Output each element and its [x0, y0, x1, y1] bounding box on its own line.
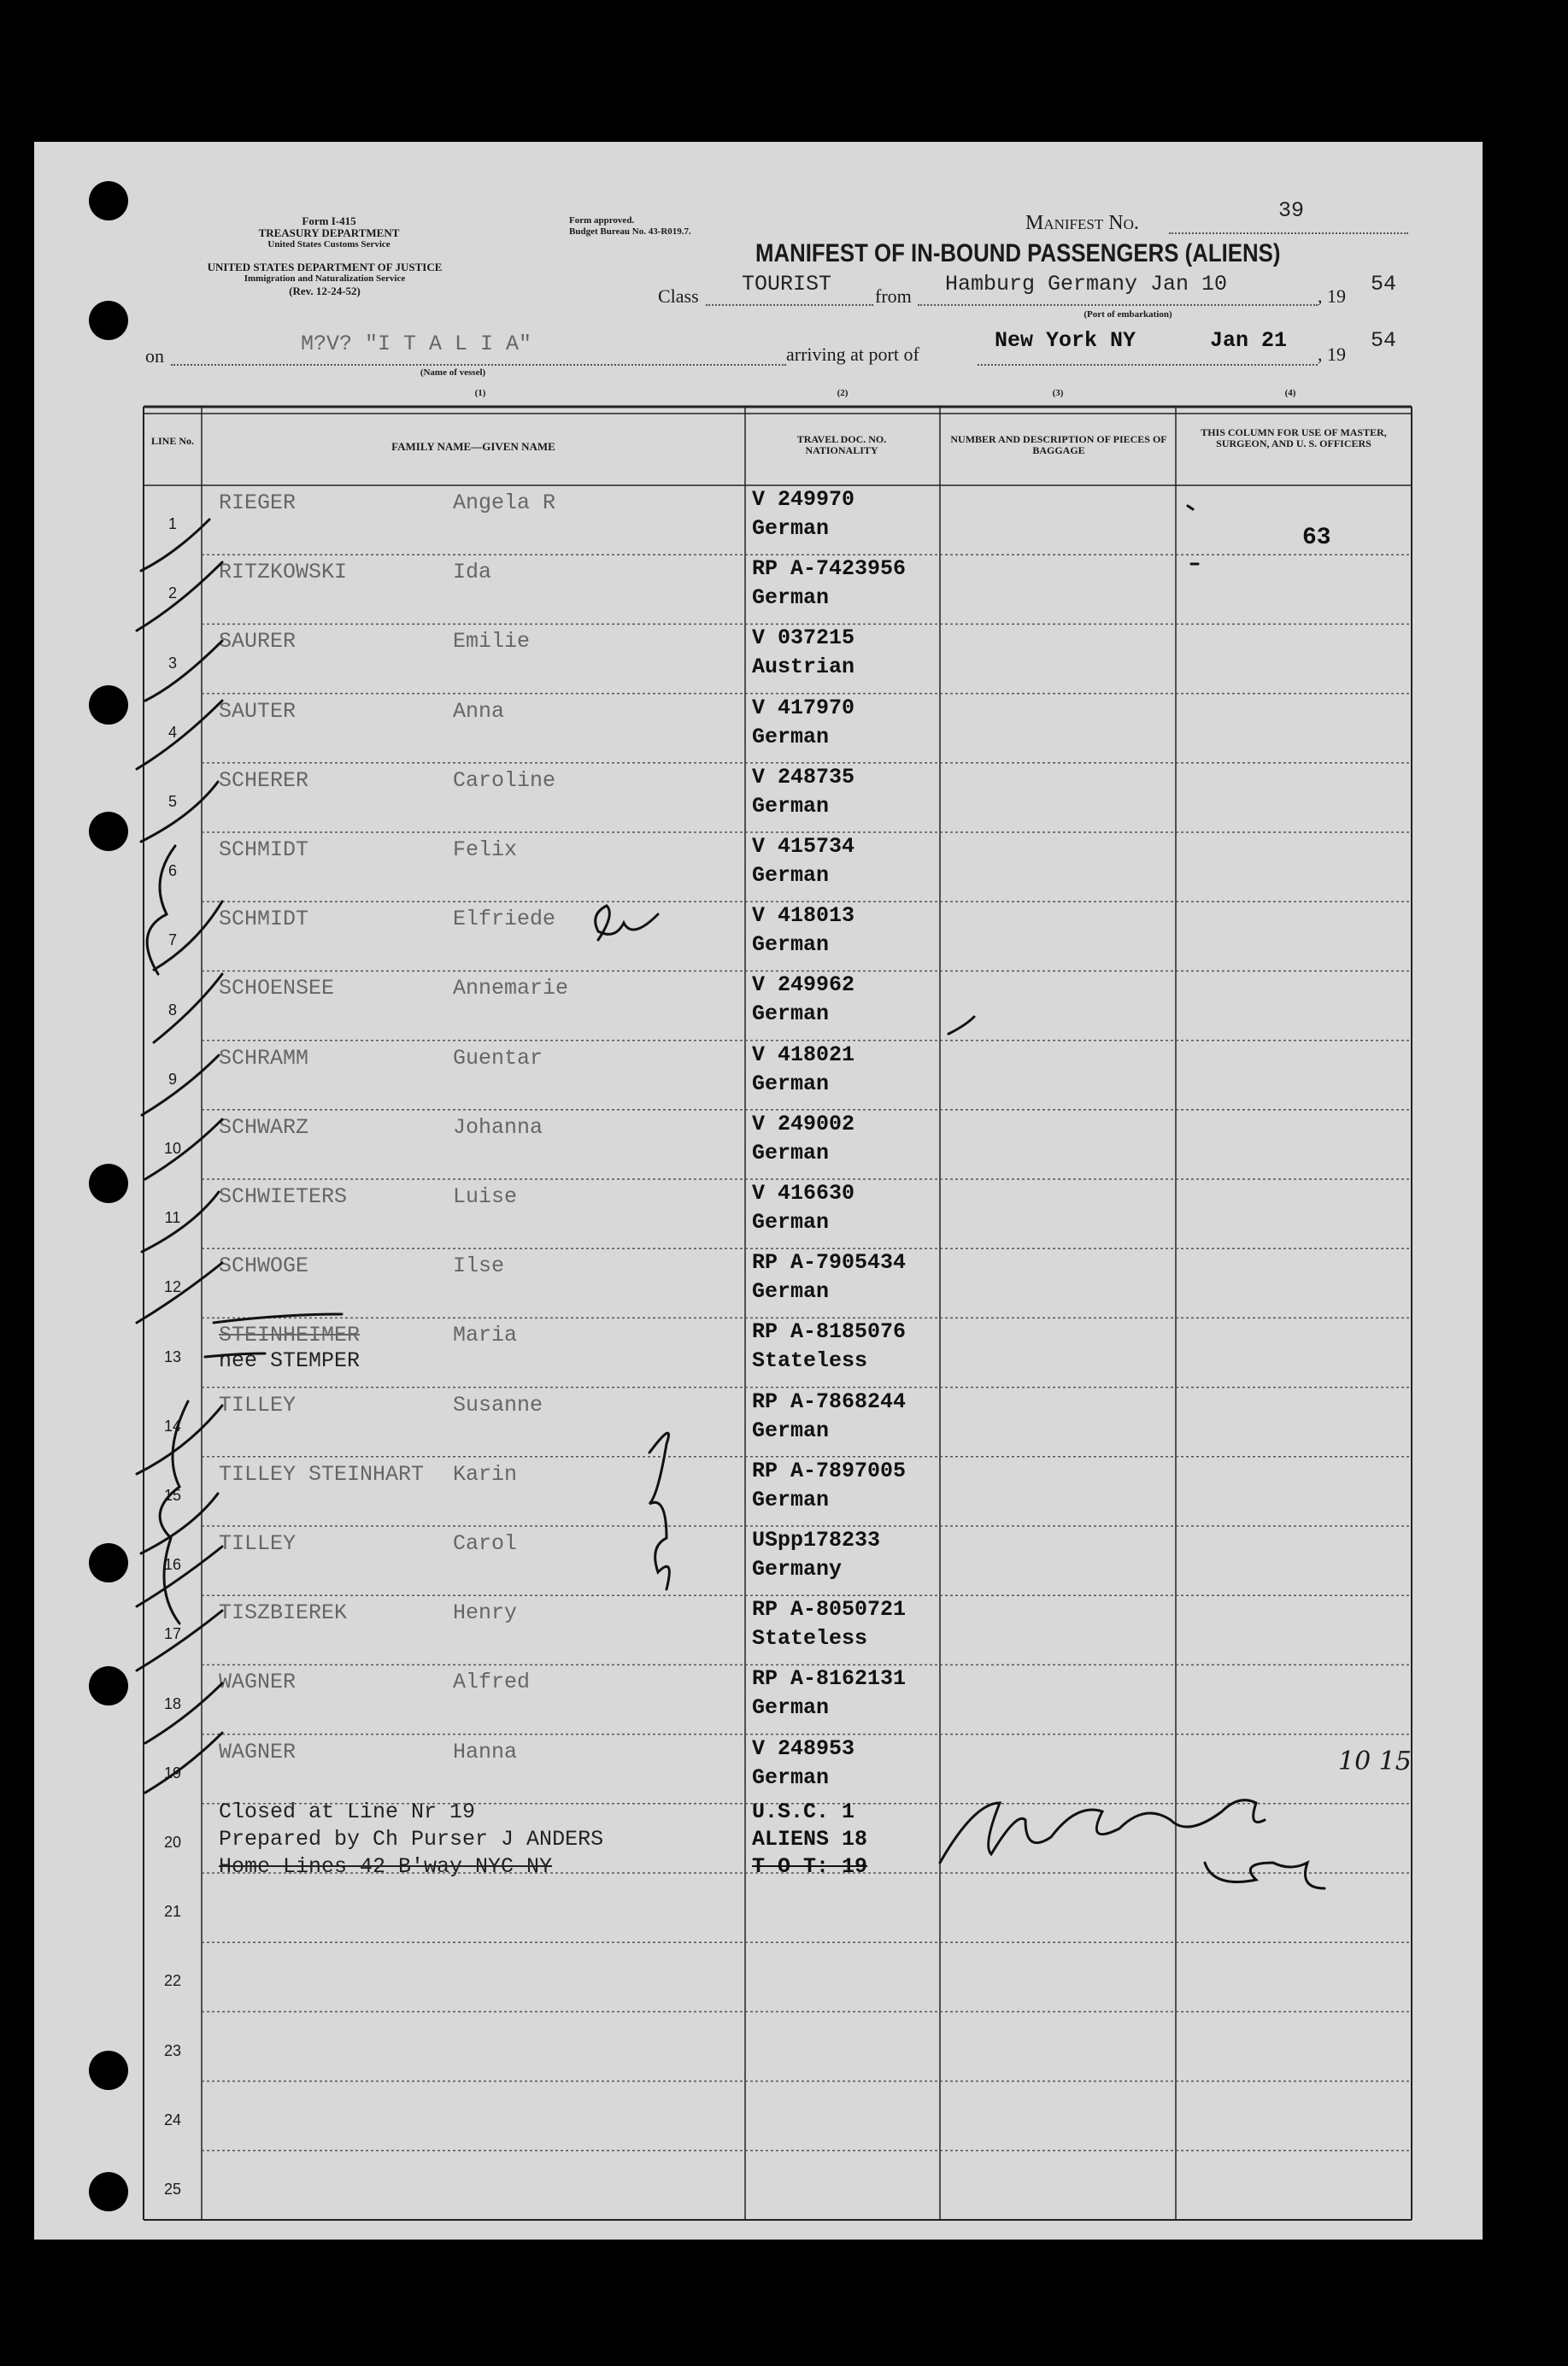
passenger-family-name: SAUTER	[219, 698, 297, 724]
year-1: 54	[1371, 272, 1397, 296]
passenger-given-name: Johanna	[453, 1114, 543, 1140]
passenger-given-name: Elfriede	[453, 907, 556, 932]
passenger-count-note: 63	[1302, 525, 1331, 551]
passenger-nationality: German	[752, 1764, 830, 1790]
column-number-3: (3)	[1052, 388, 1064, 398]
passenger-travel-doc: V 417970	[752, 695, 855, 720]
passenger-nationality: German	[752, 863, 830, 888]
line-number: 13	[163, 1347, 182, 1365]
line-number: 21	[163, 1903, 182, 1921]
line-number: 8	[167, 1001, 177, 1019]
line-number: 2	[167, 584, 177, 602]
passenger-travel-doc: RP A-7868244	[752, 1388, 907, 1414]
line-number: 9	[167, 1070, 177, 1088]
passenger-family-name: RIEGER	[219, 490, 297, 515]
passenger-family-name: SCHRAMM	[219, 1045, 309, 1071]
passenger-given-name: Karin	[453, 1461, 518, 1487]
passenger-given-name: Angela R	[453, 490, 556, 515]
passenger-nationality: German	[752, 1140, 830, 1165]
manifest-title: MANIFEST OF IN-BOUND PASSENGERS (ALIENS)	[755, 239, 1281, 267]
line-number: 4	[167, 723, 177, 741]
year-prefix-1: , 19	[1318, 285, 1346, 307]
baggage-header: NUMBER AND DESCRIPTION OF PIECES OF BAGGAGE	[950, 433, 1167, 456]
passenger-given-name: Guentar	[453, 1045, 543, 1071]
passenger-given-name: Susanne	[453, 1392, 543, 1418]
class-label: Class	[658, 285, 699, 307]
line-number: 18	[163, 1694, 182, 1712]
passenger-given-name: Henry	[453, 1600, 518, 1626]
line-number: 10	[163, 1140, 182, 1157]
port-embarkation-caption: (Port of embarkation)	[1084, 309, 1172, 320]
passenger-travel-doc: RP A-7905434	[752, 1250, 907, 1276]
line-number: 19	[163, 1764, 182, 1782]
from-label: from	[875, 285, 912, 307]
passenger-travel-doc: V 418013	[752, 903, 855, 929]
total-tot: T O T: 19	[752, 1854, 868, 1879]
line-number: 24	[163, 2111, 182, 2128]
line-number: 3	[167, 654, 177, 672]
passenger-family-name: SCHWIETERS	[219, 1184, 348, 1209]
line-number: 16	[163, 1556, 182, 1574]
line-number: 6	[167, 862, 177, 880]
passenger-given-name: Annemarie	[453, 976, 569, 1001]
passenger-family-name: SCHMIDT	[219, 907, 309, 932]
passenger-nationality: German	[752, 585, 830, 611]
passenger-family-name: SCHERER	[219, 767, 309, 793]
passenger-travel-doc: V 249962	[752, 972, 855, 998]
passenger-travel-doc: RP A-8050721	[752, 1597, 907, 1623]
arriving-label: arriving at port of	[786, 343, 919, 365]
passenger-nationality: German	[752, 1071, 830, 1096]
on-label: on	[145, 345, 164, 367]
closing-line-3: Home Lines 42 B'way NYC NY	[219, 1854, 553, 1879]
arrival-port: New York NY	[995, 328, 1136, 353]
passenger-family-name: SCHMIDT	[219, 837, 309, 862]
line-number: 14	[163, 1417, 182, 1435]
travel-doc-header: TRAVEL DOC. NO. NATIONALITY	[796, 433, 887, 456]
passenger-nationality: Stateless	[752, 1626, 868, 1652]
year-2: 54	[1371, 328, 1397, 353]
passenger-nationality: German	[752, 1210, 830, 1235]
passenger-maiden-name: nee STEMPER	[219, 1348, 361, 1374]
passenger-family-name: WAGNER	[219, 1739, 297, 1764]
passenger-given-name: Emilie	[453, 629, 531, 655]
passenger-travel-doc: V 249002	[752, 1111, 855, 1136]
passenger-given-name: Felix	[453, 837, 518, 862]
column-number-2: (2)	[837, 388, 849, 398]
passenger-family-name: WAGNER	[219, 1670, 297, 1695]
treasury-department: TREASURY DEPARTMENT	[258, 226, 400, 239]
passenger-travel-doc: V 037215	[752, 625, 855, 651]
form-revision: (Rev. 12-24-52)	[289, 285, 361, 297]
year-prefix-2: , 19	[1318, 343, 1346, 365]
passenger-travel-doc: V 418021	[752, 1042, 855, 1067]
class-value: TOURIST	[742, 272, 832, 296]
embarkation-value: Hamburg Germany Jan 10	[945, 272, 1228, 296]
customs-service: United States Customs Service	[267, 239, 391, 250]
closing-line-1: Closed at Line Nr 19	[219, 1799, 476, 1824]
passenger-family-name: SCHWOGE	[219, 1253, 309, 1279]
line-no-header: LINE No.	[150, 435, 194, 447]
passenger-given-name: Carol	[453, 1531, 518, 1556]
column-number-1: (1)	[474, 388, 486, 398]
passenger-travel-doc: V 416630	[752, 1181, 855, 1206]
passenger-nationality: German	[752, 1418, 830, 1443]
arrival-date: Jan 21	[1210, 328, 1288, 353]
total-usc: U.S.C. 1	[752, 1799, 855, 1824]
name-column-header: FAMILY NAME—GIVEN NAME	[391, 440, 555, 453]
passenger-nationality: German	[752, 1001, 830, 1027]
passenger-travel-doc: RP A-8185076	[752, 1319, 907, 1345]
passenger-family-name: TILLEY	[219, 1392, 297, 1418]
passenger-nationality: German	[752, 932, 830, 958]
passenger-given-name: Ilse	[453, 1253, 505, 1279]
passenger-nationality: Stateless	[752, 1348, 868, 1374]
passenger-travel-doc: V 415734	[752, 834, 855, 859]
passenger-nationality: German	[752, 793, 830, 819]
passenger-given-name: Anna	[453, 698, 505, 724]
passenger-travel-doc: RP A-7897005	[752, 1458, 907, 1483]
naturalization-service: Immigration and Naturalization Service	[244, 273, 406, 284]
passenger-nationality: Germany	[752, 1557, 843, 1582]
passenger-given-name: Maria	[453, 1323, 518, 1348]
budget-bureau: Budget Bureau No. 43-R019.7.	[569, 226, 691, 237]
passenger-family-name: TILLEY STEINHART	[219, 1461, 425, 1487]
passenger-nationality: German	[752, 1279, 830, 1305]
form-approved: Form approved.	[569, 215, 635, 226]
line-number: 22	[163, 1972, 182, 1990]
justice-department: UNITED STATES DEPARTMENT OF JUSTICE	[207, 261, 443, 273]
manifest-no-value: 39	[1278, 198, 1305, 223]
passenger-given-name: Caroline	[453, 767, 556, 793]
passenger-given-name: Ida	[453, 560, 492, 585]
vessel-caption: (Name of vessel)	[420, 367, 486, 378]
passenger-nationality: German	[752, 516, 830, 541]
passenger-nationality: German	[752, 1695, 830, 1721]
line-number: 7	[167, 931, 177, 949]
passenger-travel-doc: V 248953	[752, 1735, 855, 1761]
passenger-family-name: TILLEY	[219, 1531, 297, 1556]
passenger-nationality: German	[752, 1487, 830, 1512]
passenger-given-name: Hanna	[453, 1739, 518, 1764]
line-number: 25	[163, 2181, 182, 2198]
passenger-family-name: STEINHEIMER	[219, 1323, 361, 1348]
passenger-nationality: German	[752, 724, 830, 749]
total-aliens: ALIENS 18	[752, 1827, 868, 1852]
officers-column-header: THIS COLUMN FOR USE OF MASTER, SURGEON, AND U. S. OFFICERS	[1201, 426, 1387, 449]
closing-line-2: Prepared by Ch Purser J ANDERS	[219, 1827, 604, 1852]
passenger-travel-doc: RP A-8162131	[752, 1666, 907, 1692]
line-number: 11	[164, 1209, 181, 1227]
passenger-family-name: SCHWARZ	[219, 1114, 309, 1140]
passenger-travel-doc: V 248735	[752, 764, 855, 790]
passenger-travel-doc: V 249970	[752, 487, 855, 512]
passenger-travel-doc: USpp178233	[752, 1528, 881, 1553]
passenger-family-name: SAURER	[219, 629, 297, 655]
passenger-travel-doc: RP A-7423956	[752, 556, 907, 582]
vessel-name: M?V? "I T A L I A"	[301, 332, 532, 356]
line-number: 17	[163, 1625, 182, 1643]
column-number-4: (4)	[1284, 388, 1296, 398]
line-number: 1	[167, 515, 177, 533]
passenger-family-name: RITZKOWSKI	[219, 560, 348, 585]
passenger-family-name: TISZBIEREK	[219, 1600, 348, 1626]
line-number: 15	[163, 1487, 182, 1504]
manifest-no-label: Manifest No.	[1025, 212, 1139, 234]
line-number: 12	[163, 1278, 182, 1296]
line-number: 5	[167, 793, 177, 810]
line-number: 20	[163, 1834, 182, 1851]
form-number: Form I-415	[302, 214, 356, 227]
passenger-nationality: Austrian	[752, 655, 855, 680]
passenger-given-name: Alfred	[453, 1670, 531, 1695]
passenger-given-name: Luise	[453, 1184, 518, 1209]
passenger-family-name: SCHOENSEE	[219, 976, 335, 1001]
line-number: 23	[163, 2041, 182, 2059]
inspection-time-note: 10 15	[1338, 1747, 1412, 1776]
